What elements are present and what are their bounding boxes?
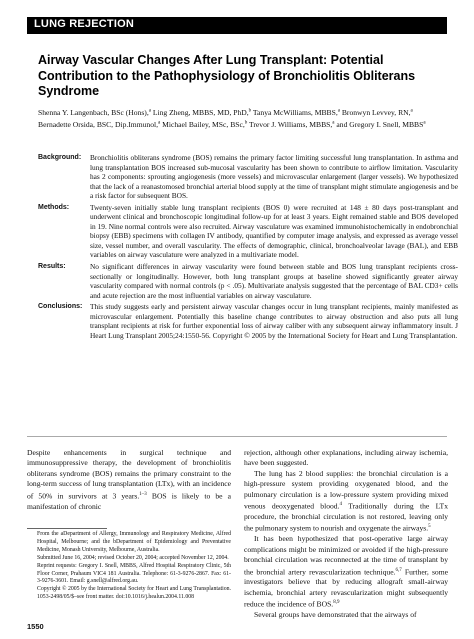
abstract-text: Bronchiolitis obliterans syndrome (BOS) remains the primary factor limiting successful lung transplantation. In asthma and lung transplantation BOS increased sub-mucosal vascularity has been shown to contribute to airflow limitation. Vascularity has 2 components: sprouting angiogenesis (more vessels) and microvascular enlargement (larger vessels). We hypothesized that the lack of a reanastomosed bronchial arterial blood supply at the time of transplant might stimulate angiogenesis and be a risk factor for subsequent BOS. [90,153,458,201]
body-paragraph: rejection, although other explanations, including airway ischemia, have been suggested. [244,448,448,468]
abstract-methods [38,203,458,260]
abstract-label: Background: [38,154,82,161]
abstract-text: This study suggests early and persistent airway vascular changes occur in lung transplant recipients, mainly manifested as microvascular enlargement. Potentially this baseline change contributes to airway obstruction and also puts all lung transplant recipients at risk for further exponential loss of airway caliber with any subsequent airway inflammatory insult. J Heart Lung Transplant 2005;24:1550-56. Copyright © 2005 by the International Society for Heart and Lung Transplantation. [90,302,458,340]
page-number: 1550 [27,622,44,631]
author: Bernadette Orsida, BSC, Dip.Immunol,$^a$ [38,119,161,129]
abstract-text: Twenty-seven initially stable lung transplant recipients (BOS 0) were recruited at 148 ± 80 days post-transplant and underwent clinical and bronchoscopic longitudinal follow-up for at least 3 years. Eight remained stable and BOS developed in 19. Nine normal controls were also recruited. Airway vasculature was examined immunohistochemically in endobronchial biopsy (EBB) specimens with collagen IV antibody, quantified by computer image analysis, and expressed as average vessel size, vessel number, and overall vascularity. The effects of demographic, clinical, bronchoalveolar lavage (BAL), and EBB variables on airway vasculature were analyzed in a multivariate model. [90,202,458,260]
abstract-label: Conclusions: [38,303,83,311]
author: Michael Bailey, MSc, BSc,$^b$ [160,119,248,129]
abstract [38,153,458,342]
abstract-label: Results: [38,263,66,271]
body-column-left [27,448,231,512]
author: Shenna Y. Langenbach, BSc (Hons),$^a$ [38,107,151,117]
abstract-divider [27,436,447,437]
author: Ling Zheng, MBBS, MD, PhD,$^b$ [150,107,252,117]
citation: 8,9 [333,600,340,606]
citation: 6,7 [395,567,402,573]
abstract-results [38,262,458,300]
abstract-text: No significant differences in airway vascularity were found between stable and BOS lung transplant recipients cross-sectionally or longitudinally. However, both lung transplant groups at baseline showed significantly greater airway vascularity compared with normal controls (p < .05). Multivariate analysis suggested that the percentage of BAL CD3+ cells and acute rejection are the most influential variables on airway vasculature. [90,262,458,300]
author: Tanya McWilliams, MBBS,$^a$ [251,107,340,117]
abstract-label: Methods: [38,203,70,211]
body-column-right [244,448,448,621]
citation: 4 [339,502,343,508]
section-label: LUNG REJECTION [34,18,134,30]
footnote-copyright: Copyright © 2005 by the International Society for Heart and Lung Transplantation. 1053-2498/05/$–see front matter. doi:10.1016/j.healun.2004.11.008 [37,586,231,601]
footnote-divider [27,528,107,529]
body-paragraph: Several groups have demonstrated that the airways of [254,610,417,620]
article-title: Airway Vascular Changes After Lung Transplant: Potential Contribution to the Pathophysiology of Bronchiolitis Obliterans Syndrome [38,53,416,98]
footnote-affiliation: From the aDepartment of Allergy, Immunology and Respiratory Medicine, Alfred Hospital, Melbourne; and the bDepartment of Epidemiology and Preventative Medicine, Monash University, Melbourne, Australia. [37,531,231,553]
author: Trevor J. Williams, MBBS,$^a$ [247,119,335,129]
body-paragraph: The lung has 2 blood supplies: the bronchial circulation is a high-pressure system providing oxygenated blood, and the pulmonary circulation is a low-pressure system providing mixed venous deoxygenated blood.$^4$ Traditionally during the LTx procedure, the bronchial circulation is not restored, leaving only the pulmonary system to nourish and oxygenate the airways.$^5$ [244,468,448,533]
abstract-conclusions [38,302,458,340]
section-header-bar [27,17,447,34]
abstract-background [38,153,458,201]
footnote-reprints: Reprint requests: Gregory I. Snell, MBBS, Alfred Hospital Respiratory Clinic, 5th Floor Corner, Prahaum VIC4 181 Australia. Telephone: 61-3-9276-2867. Fax: 61-3-9276-3601. Email: g.snell@alfred.org.au. [37,562,231,585]
body-paragraph: Despite enhancements in surgical technique and immunosuppressive therapy, the development of bronchiolitis obliterans syndrome (BOS) remains the primary constraint to the long-term success of lung transplantation (LTx), with an incidence of 50% in survivors at 3 years.$^{1-3}$ BOS is likely to be a manifestation of chronic [27,448,231,511]
body-paragraph: It has been hypothesized that post-operative large airway complications might be minimized or avoided if the high-pressure bronchial circulation was reconnected at the time of transplant by the bronchial artery revascularization technique.$^{6,7}$ Further, some investigators believe that by reducing allograft small-airway ischemia, bronchial artery revascularization might subsequently reduce the incidence of BOS.$^{8,9}$ [244,534,448,609]
citation: 5 [428,524,431,530]
author: and Gregory I. Snell, MBBS$^a$ [334,119,426,129]
author: Bronwyn Levvey, RN,$^a$ [339,107,413,117]
author-list [38,106,438,130]
citation: 1–3 [139,491,147,497]
footnote [37,531,231,602]
footnote-dates: Submitted June 16, 2004; revised October 20, 2004; accepted November 12, 2004. [37,554,229,561]
